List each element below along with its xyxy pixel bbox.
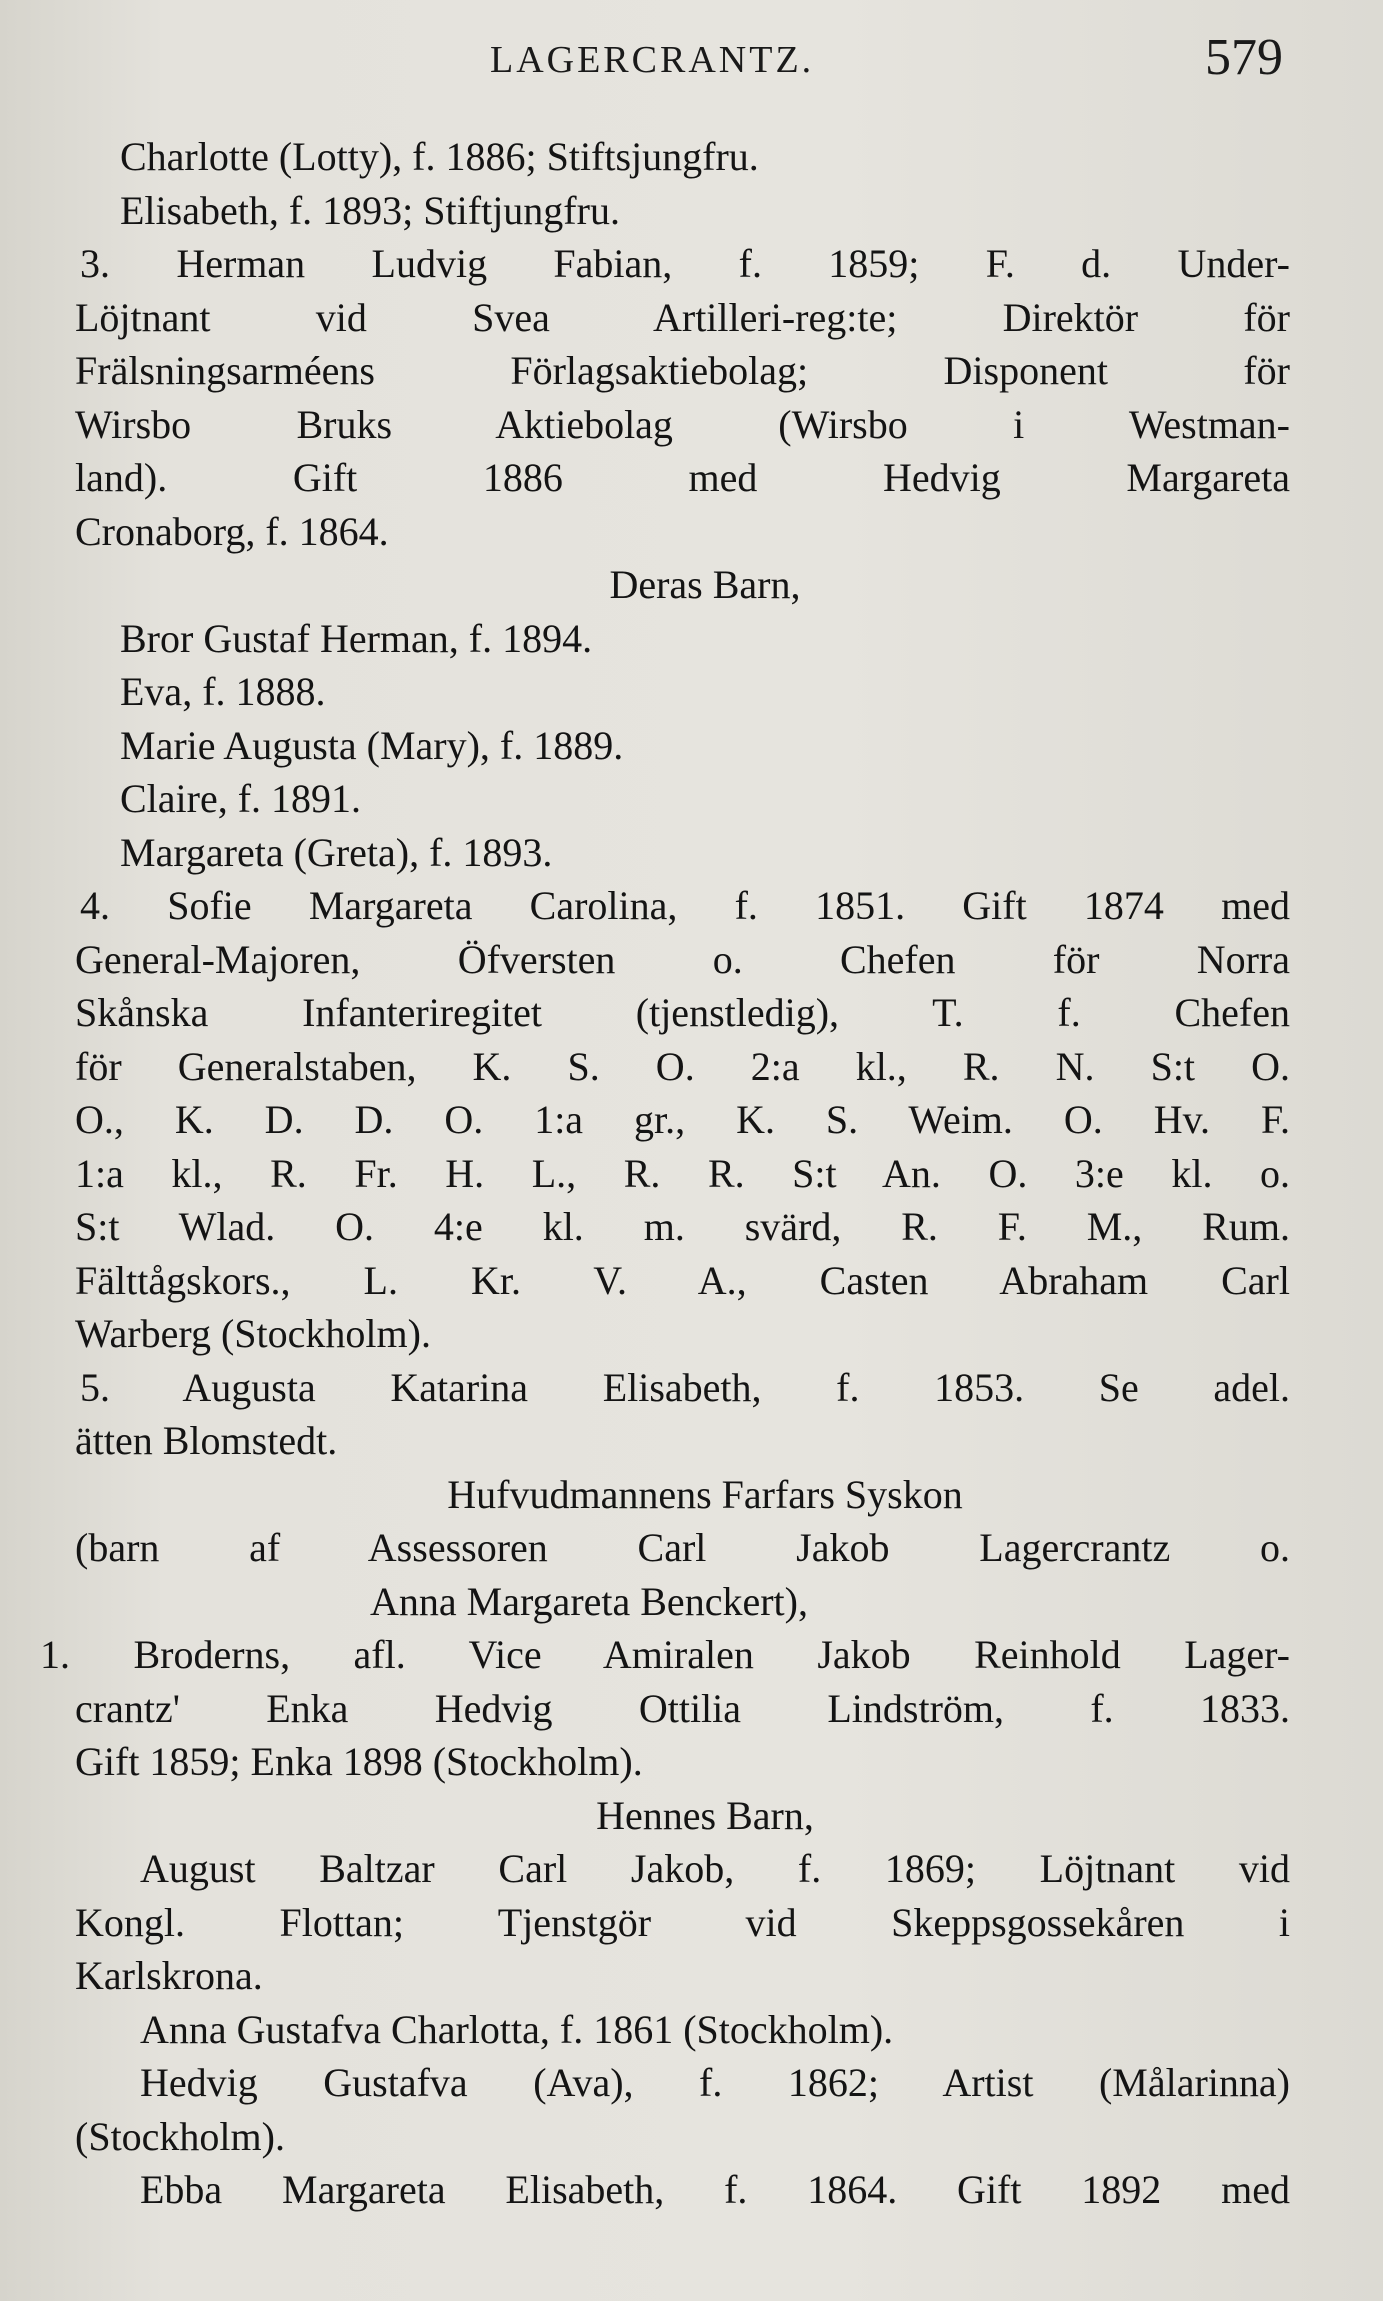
- text-line: för Generalstaben, K. S. O. 2:a kl., R. N. S:t O.: [75, 1043, 1290, 1089]
- text-line: Karlskrona.: [75, 1953, 263, 1998]
- text-line: Wirsbo Bruks Aktiebolag (Wirsbo i Westman-: [75, 401, 1290, 447]
- section-heading: Hennes Barn,: [596, 1792, 814, 1838]
- text-line: Skånska Infanteriregitet (tjenstledig), T. f. Chefen: [75, 990, 1290, 1035]
- text-line: Gift 1859; Enka 1898 (Stockholm).: [75, 1739, 643, 1784]
- text-line: Warberg (Stockholm).: [75, 1311, 431, 1356]
- text-line: Cronaborg, f. 1864.: [75, 508, 389, 554]
- text-line: Löjtnant vid Svea Artilleri-reg:te; Direktör för: [75, 294, 1290, 340]
- text-line: Margareta (Greta), f. 1893.: [120, 829, 553, 875]
- page-header: [0, 28, 1383, 88]
- text-line: General-Majoren, Öfversten o. Chefen för Norra: [75, 936, 1290, 982]
- text-line: (Stockholm).: [75, 2113, 285, 2159]
- text-line: Bror Gustaf Herman, f. 1894.: [120, 615, 593, 661]
- text-line: Ebba Margareta Elisabeth, f. 1864. Gift 1892 med: [140, 2167, 1290, 2212]
- text-line: Anna Margareta Benckert),: [370, 1578, 808, 1624]
- page-number: 579: [1205, 29, 1283, 86]
- text-line: Claire, f. 1891.: [120, 776, 362, 821]
- text-line: 1:a kl., R. Fr. H. L., R. R. S:t An. O. 3:e kl. o.: [75, 1150, 1290, 1196]
- running-head: LAGERCRANTZ.: [490, 39, 815, 81]
- text-line: Charlotte (Lotty), f. 1886; Stiftsjungfru.: [120, 134, 759, 179]
- text-line: ätten Blomstedt.: [75, 1418, 338, 1463]
- text-line: (barn af Assessoren Carl Jakob Lagercrantz o.: [75, 1525, 1290, 1570]
- section-heading: Hufvudmannens Farfars Syskon: [447, 1471, 963, 1517]
- text-line: 1. Broderns, afl. Vice Amiralen Jakob Reinhold Lager-: [40, 1632, 1290, 1677]
- text-line: land). Gift 1886 med Hedvig Margareta: [75, 455, 1290, 500]
- text-line: crantz' Enka Hedvig Ottilia Lindström, f. 1833.: [75, 1685, 1290, 1731]
- text-line: Anna Gustafva Charlotta, f. 1861 (Stockholm).: [140, 2006, 894, 2052]
- section-heading: Deras Barn,: [609, 562, 801, 607]
- text-line: Hedvig Gustafva (Ava), f. 1862; Artist (Målarinna): [140, 2060, 1290, 2105]
- text-line: O., K. D. D. O. 1:a gr., K. S. Weim. O. Hv. F.: [75, 1097, 1290, 1142]
- text-line: Eva, f. 1888.: [120, 669, 326, 714]
- body-text: [40, 130, 1290, 2217]
- text-line: Frälsningsarméens Förlagsaktiebolag; Disponent för: [75, 348, 1290, 393]
- text-line: 5. Augusta Katarina Elisabeth, f. 1853. Se adel.: [80, 1364, 1290, 1410]
- text-line: August Baltzar Carl Jakob, f. 1869; Löjtnant vid: [140, 1846, 1290, 1891]
- text-line: Marie Augusta (Mary), f. 1889.: [120, 722, 624, 768]
- text-line: Fälttågskors., L. Kr. V. A., Casten Abraham Carl: [75, 1257, 1290, 1303]
- text-line: 4. Sofie Margareta Carolina, f. 1851. Gift 1874 med: [80, 883, 1290, 928]
- text-line: S:t Wlad. O. 4:e kl. m. svärd, R. F. M., Rum.: [75, 1204, 1290, 1249]
- text-line: Kongl. Flottan; Tjenstgör vid Skeppsgossekåren i: [75, 1899, 1290, 1945]
- text-line: Elisabeth, f. 1893; Stiftjungfru.: [120, 187, 620, 233]
- text-line: 3. Herman Ludvig Fabian, f. 1859; F. d. Under-: [80, 241, 1290, 286]
